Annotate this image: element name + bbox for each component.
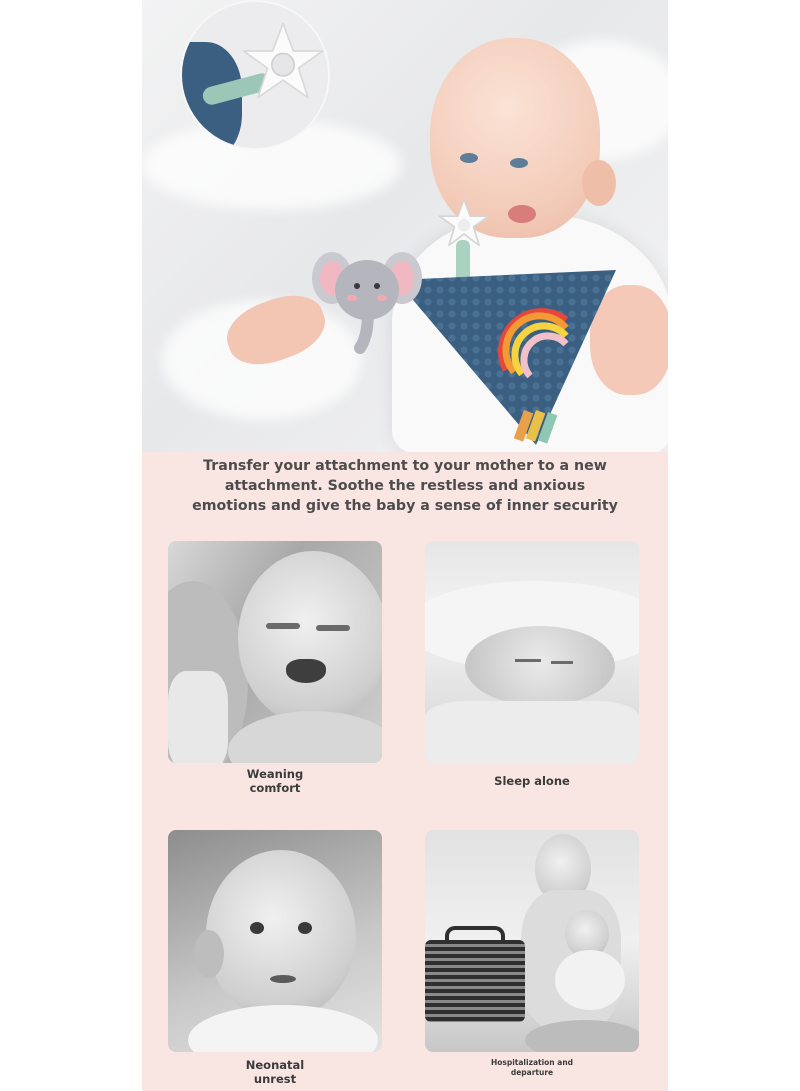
baby-mouth — [508, 205, 536, 223]
hospitalization-departure-caption: Hospitalization and departure — [490, 1058, 574, 1077]
weaning-comfort-caption: Weaning comfort — [246, 767, 304, 795]
headline-line: Transfer your attachment to your mother to a new — [203, 458, 607, 474]
neonatal-unrest-caption: Neonatal unrest — [245, 1058, 305, 1086]
product-detail-page — [142, 0, 668, 1091]
neonatal-unrest-photo — [168, 830, 382, 1052]
baby-eye — [510, 158, 528, 168]
dotted-blanket — [386, 260, 626, 450]
star-teether-icon — [240, 20, 326, 106]
hospitalization-departure-photo — [425, 830, 639, 1052]
star-teether-icon — [436, 196, 492, 252]
headline — [142, 456, 668, 516]
baby-eye — [460, 153, 478, 163]
teether-closeup-inset — [180, 0, 330, 150]
sleep-alone-photo — [425, 541, 639, 763]
hero-photo — [142, 0, 668, 452]
elephant-plush-icon — [312, 238, 422, 368]
sleep-alone-caption: Sleep alone — [494, 774, 570, 788]
headline-line: emotions and give the baby a sense of inner security — [192, 498, 618, 514]
weaning-comfort-photo — [168, 541, 382, 763]
headline-line: attachment. Soothe the restless and anxious — [224, 478, 586, 494]
